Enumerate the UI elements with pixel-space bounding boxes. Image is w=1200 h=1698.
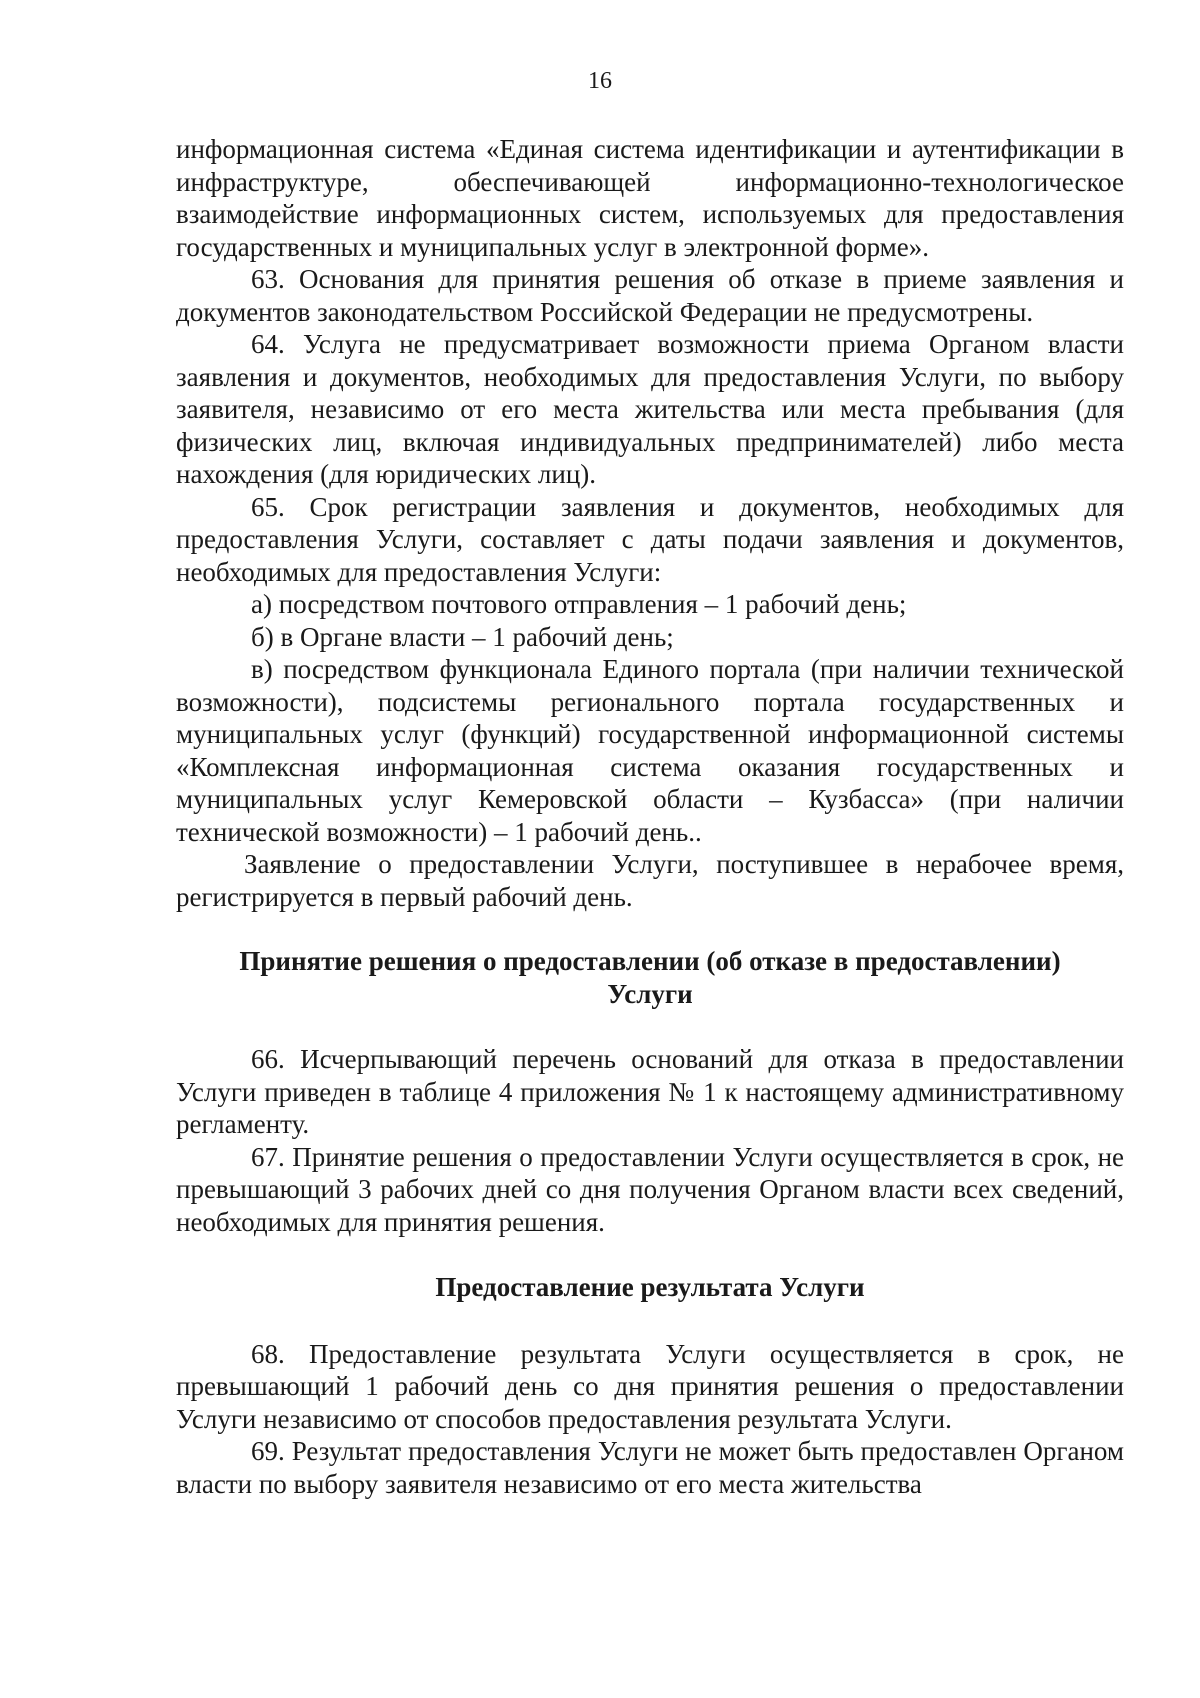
paragraph-63: 63. Основания для принятия решения об отказе в приеме заявления и документов законодательством Российской Федерации не предусмотрены. [176,264,1124,327]
section-heading-result: Предоставление результата Услуги [435,1272,865,1302]
section-heading-decision-line2: Услуги [607,978,693,1009]
paragraph-68: 68. Предоставление результата Услуги осуществляется в срок, не превышающий 1 рабочий день со дня принятия решения о предоставлении Услуги независимо от способов предоставления результата Услуги. [176,1338,1124,1434]
paragraph-nonworking-time: Заявление о предоставлении Услуги, поступившее в нерабочее время, регистрируется в первый рабочий день. [176,849,1124,912]
paragraph-65-b: б) в Органе власти – 1 рабочий день; [251,621,674,652]
paragraph-66: 66. Исчерпывающий перечень оснований для отказа в предоставлении Услуги приведен в таблице 4 приложения № 1 к настоящему административному регламенту. [176,1044,1124,1139]
section-heading-decision-line1: Принятие решения о предоставлении (об отказе в предоставлении) [239,946,1061,976]
paragraph-65: 65. Срок регистрации заявления и документов, необходимых для предоставления Услуги, составляет с даты подачи заявления и документов, необходимых для предоставления Услуги: [176,491,1124,587]
paragraph-continued: информационная система «Единая система идентификации и аутентификации в инфраструктуре, обеспечивающей информационно-технологическое взаимодействие информационных систем, используемых для предоставления государственных и муниципальных услуг в электронной форме». [176,134,1124,262]
paragraph-65-c: в) посредством функционала Единого портала (при наличии технической возможности), подсистемы регионального портала государственных и муниципальных услуг (функций) государственной информационной системы «Комплексная информационная система оказания государственных и муниципальных услуг Кемеровской области – Кузбасса» (при наличии технической возможности) – 1 рабочий день.. [176,654,1124,847]
paragraph-69: 69. Результат предоставления Услуги не может быть предоставлен Органом власти по выбору заявителя независимо от его места жительства [176,1436,1124,1499]
document-body [176,133,1124,1500]
paragraph-64: 64. Услуга не предусматривает возможности приема Органом власти заявления и документов, необходимых для предоставления Услуги, по выбору заявителя, независимо от его места жительства или места пребывания (для физических лиц, включая индивидуальных предпринимателей) либо места нахождения (для юридических лиц). [176,329,1124,489]
paragraph-65-a: а) посредством почтового отправления – 1 рабочий день; [251,589,907,619]
section-heading-decision [176,945,1124,1010]
page-number: 16 [588,68,612,94]
paragraph-67: 67. Принятие решения о предоставлении Услуги осуществляется в срок, не превышающий 3 рабочих дней со дня получения Органом власти всех сведений, необходимых для принятия решения. [176,1141,1124,1237]
